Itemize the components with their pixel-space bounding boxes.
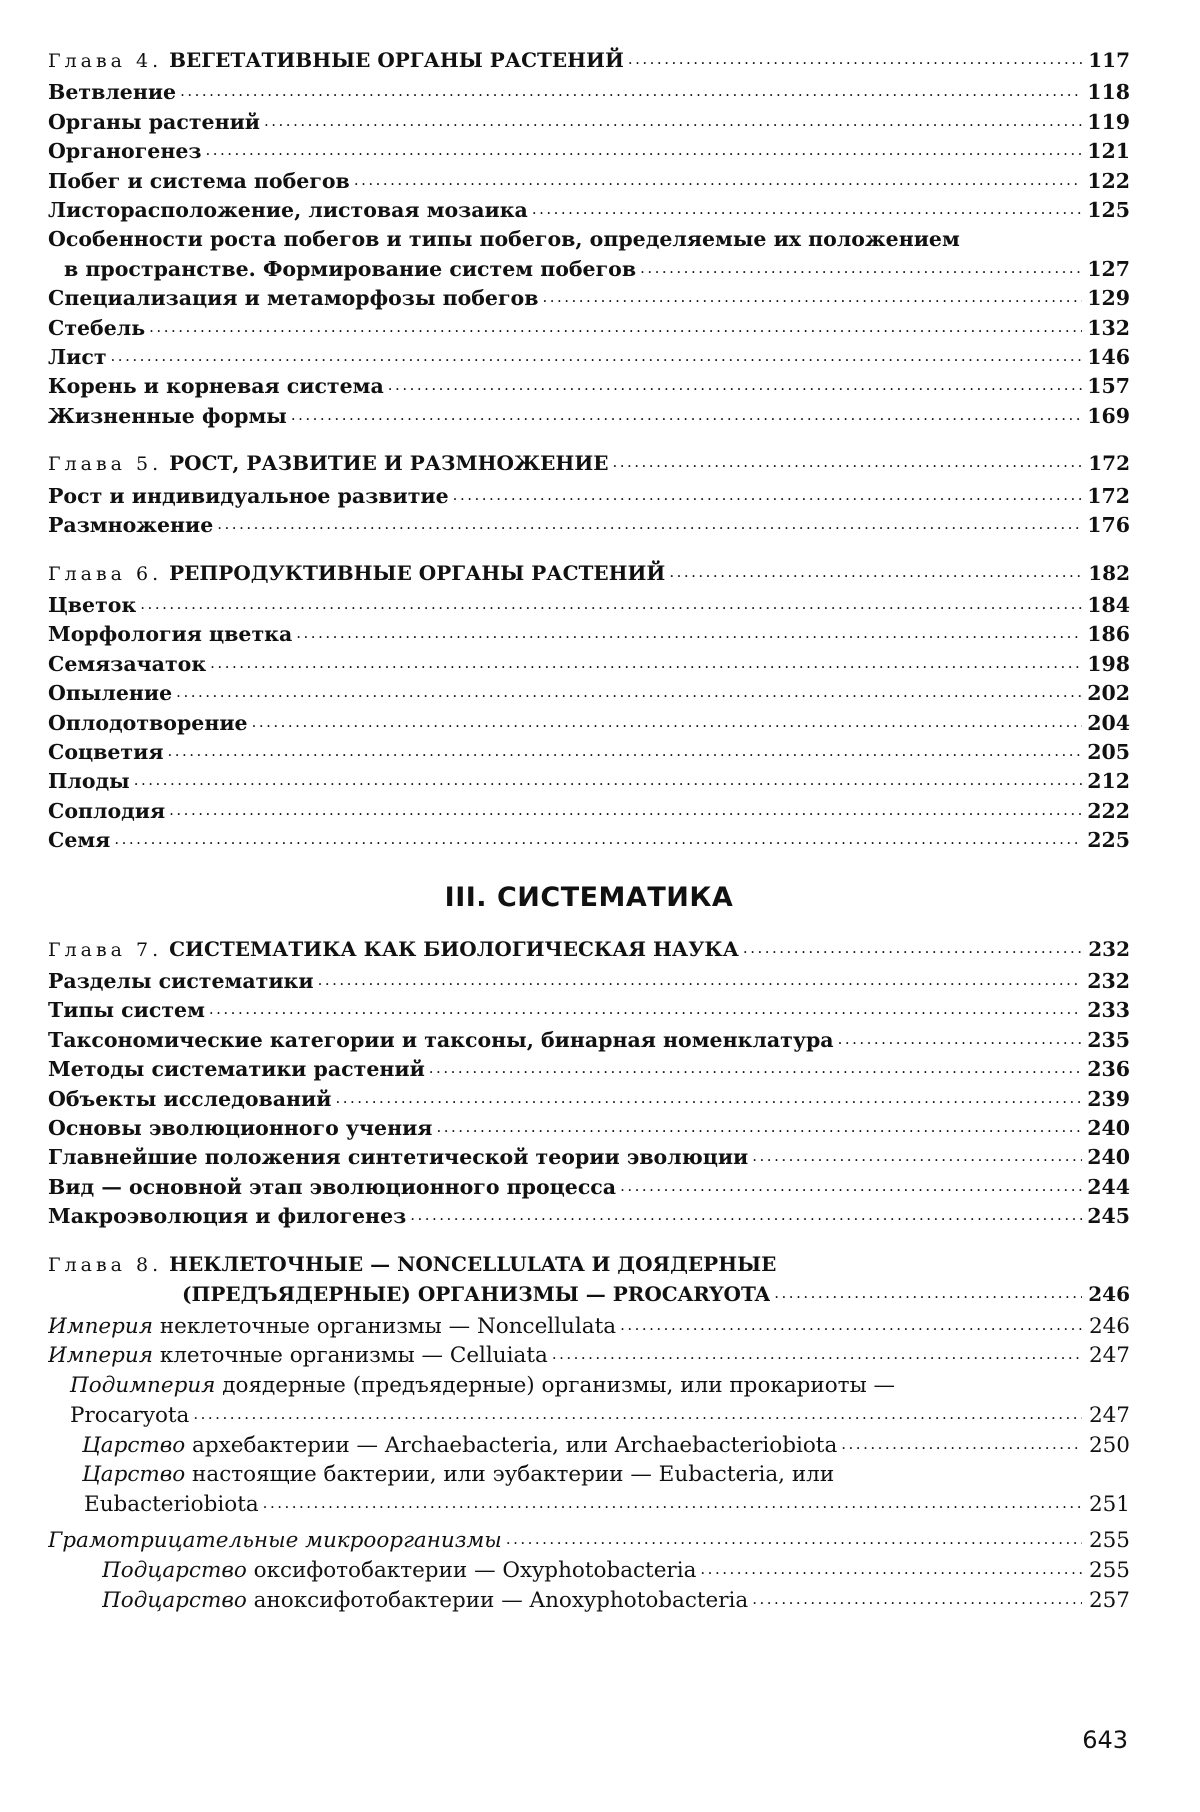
- entry-title: Рост и индивидуальное развитие: [48, 483, 449, 508]
- toc-entry: [48, 1311, 1130, 1341]
- entry-title: Побег и система побегов: [48, 168, 350, 193]
- entry-title: Цветок: [48, 592, 137, 617]
- page-ref: 239: [1087, 1086, 1130, 1111]
- page-ref: 122: [1087, 168, 1130, 193]
- entry-title: Семязачаток: [48, 651, 207, 676]
- taxon-rank: Подцарство: [102, 1557, 247, 1583]
- chapter-8-items: [48, 1311, 1130, 1615]
- entry-title: Специализация и метаморфозы побегов: [48, 286, 539, 311]
- dot-leader: [752, 1585, 1082, 1607]
- toc-entry: [48, 284, 1130, 313]
- chapter-4-heading: [48, 46, 1130, 76]
- dot-leader: [669, 560, 1082, 580]
- chapter-label: Глава 6.: [48, 562, 163, 585]
- toc-entry: [48, 709, 1130, 738]
- entry-title: Семя: [48, 828, 111, 853]
- page-ref: 169: [1087, 403, 1130, 428]
- dot-leader: [628, 47, 1082, 67]
- chapter-title: РЕПРОДУКТИВНЫЕ ОРГАНЫ РАСТЕНИЙ: [169, 560, 666, 585]
- entry-title: Органогенез: [48, 139, 202, 164]
- toc-entry: [48, 738, 1130, 767]
- entry-title: клеточные организмы — Celluiata: [153, 1343, 548, 1369]
- page-ref: 225: [1087, 828, 1130, 853]
- entry-title: Жизненные формы: [48, 403, 287, 428]
- entry-title: аноксифотобактерии — Anoxyphotobacteria: [246, 1587, 749, 1613]
- entry-title: Методы систематики растений: [48, 1057, 425, 1082]
- toc-entry: [48, 255, 1130, 284]
- taxon-rank: Подимперия: [70, 1372, 216, 1398]
- toc-entry: [48, 511, 1130, 540]
- entry-title: Листорасположение, листовая мозаика: [48, 198, 528, 223]
- dot-leader: [532, 197, 1082, 218]
- chapter-7-heading: [48, 935, 1130, 965]
- page-ref: 186: [1087, 622, 1130, 647]
- entry-title: Оплодотворение: [48, 710, 248, 735]
- chapter-title-line2: (ПРЕДЪЯДЕРНЫЕ) ОРГАНИЗМЫ — PROCARYOTA: [182, 1281, 771, 1306]
- toc-entry: [48, 314, 1130, 343]
- page-ref: 204: [1087, 710, 1130, 735]
- table-of-contents: [48, 46, 1130, 1615]
- page-ref: 205: [1087, 739, 1130, 764]
- chapter-6-heading: [48, 559, 1130, 589]
- page-number: 643: [1082, 1726, 1128, 1754]
- page-ref: 236: [1087, 1057, 1130, 1082]
- dot-leader: [552, 1341, 1082, 1363]
- page-ref: 232: [1087, 968, 1130, 993]
- page-ref: 246: [1088, 1313, 1130, 1339]
- page-ref: 240: [1087, 1145, 1130, 1170]
- toc-entry: [48, 679, 1130, 708]
- chapter-4-items: [48, 78, 1130, 431]
- toc-entry: [48, 1525, 1130, 1555]
- toc-entry: [48, 196, 1130, 225]
- taxon-rank: Царство: [82, 1432, 186, 1458]
- entry-title-line2: Procaryota: [70, 1402, 190, 1428]
- dot-leader: [193, 1400, 1082, 1422]
- page-ref: 119: [1087, 109, 1130, 134]
- page-ref: 233: [1087, 998, 1130, 1023]
- entry-title: Таксономические категории и таксоны, бинарная номенклатура: [48, 1027, 834, 1052]
- chapter-title-line1: НЕКЛЕТОЧНЫЕ — NONCELLULATA И ДОЯДЕРНЫЕ: [169, 1251, 777, 1276]
- toc-entry: [48, 137, 1130, 166]
- toc-entry: [48, 482, 1130, 511]
- entry-title: Ветвление: [48, 80, 177, 105]
- page-ref: 184: [1087, 592, 1130, 617]
- toc-entry: [48, 1143, 1130, 1172]
- dot-leader: [620, 1173, 1082, 1194]
- toc-entry: [48, 1114, 1130, 1143]
- page-ref: 121: [1087, 139, 1130, 164]
- dot-leader: [296, 621, 1082, 642]
- dot-leader: [700, 1555, 1082, 1577]
- spacer: [48, 541, 1130, 559]
- chapter-label: Глава 7.: [48, 938, 163, 961]
- page-ref: 251: [1088, 1491, 1130, 1517]
- entry-title: Вид — основной этап эволюционного процесса: [48, 1174, 617, 1199]
- dot-leader: [169, 797, 1082, 818]
- entry-title: Плоды: [48, 769, 130, 794]
- page-ref: 245: [1087, 1204, 1130, 1229]
- toc-entry: [48, 167, 1130, 196]
- dot-leader: [264, 108, 1082, 129]
- page-ref: 244: [1087, 1174, 1130, 1199]
- entry-title: оксифотобактерии — Oxyphotobacteria: [246, 1557, 697, 1583]
- page-ref: 257: [1088, 1587, 1130, 1613]
- page-ref: 255: [1088, 1527, 1130, 1553]
- chapter-title: СИСТЕМАТИКА КАК БИОЛОГИЧЕСКАЯ НАУКА: [169, 936, 739, 961]
- toc-entry: [48, 1055, 1130, 1084]
- chapter-label: Глава 8.: [48, 1253, 163, 1276]
- taxon-rank: Царство: [82, 1462, 186, 1488]
- entry-title: Основы эволюционного учения: [48, 1116, 433, 1140]
- entry-title: Лист: [48, 345, 107, 370]
- toc-entry: [48, 343, 1130, 372]
- dot-leader: [752, 1144, 1082, 1165]
- chapter-label: Глава 5.: [48, 453, 163, 476]
- page-ref: 247: [1088, 1402, 1130, 1428]
- dot-leader: [318, 967, 1082, 988]
- entry-title: настоящие бактерии, или эубактерии — Eubacteria, или: [185, 1462, 835, 1488]
- page-ref: 182: [1088, 560, 1130, 585]
- dot-leader: [436, 1115, 1082, 1136]
- page-ref: 125: [1087, 198, 1130, 223]
- entry-title: Главнейшие положения синтетической теории эволюции: [48, 1145, 749, 1170]
- entry-title: Соплодия: [48, 798, 166, 823]
- toc-entry: [48, 767, 1130, 796]
- toc-entry: [48, 996, 1130, 1025]
- chapter-6-items: [48, 591, 1130, 856]
- entry-title: в пространстве. Формирование систем побегов: [64, 256, 637, 281]
- dot-leader: [838, 1026, 1082, 1047]
- page-ref: 232: [1088, 936, 1130, 961]
- toc-entry: [48, 1085, 1130, 1114]
- part-heading: III. СИСТЕМАТИКА: [444, 881, 734, 913]
- toc-entry-line1: Особенности роста побегов и типы побегов, определяемые их положением: [48, 227, 960, 252]
- entry-title: Макроэволюция и филогенез: [48, 1204, 407, 1229]
- dot-leader: [111, 344, 1082, 365]
- page-ref: 250: [1088, 1432, 1130, 1458]
- dot-leader: [291, 402, 1082, 423]
- dot-leader: [205, 138, 1082, 159]
- dot-leader: [542, 285, 1082, 306]
- page-ref: 117: [1088, 48, 1130, 72]
- toc-entry: [48, 826, 1130, 855]
- entry-title-line2: Eubacteriobiota: [84, 1491, 259, 1517]
- page-ref: 235: [1087, 1027, 1130, 1052]
- dot-leader: [209, 997, 1082, 1018]
- dot-leader: [149, 314, 1082, 335]
- dot-leader: [410, 1203, 1082, 1224]
- toc-entry: [48, 591, 1130, 620]
- dot-leader: [114, 827, 1082, 848]
- page-ref: 202: [1087, 681, 1130, 706]
- toc-entry: [48, 1585, 1130, 1615]
- dot-leader: [176, 680, 1082, 701]
- dot-leader: [774, 1281, 1082, 1301]
- dot-leader: [134, 768, 1082, 789]
- toc-entry: [48, 108, 1130, 137]
- chapter-title: РОСТ, РАЗВИТИЕ И РАЗМНОЖЕНИЕ: [169, 451, 609, 476]
- page-ref: 198: [1087, 651, 1130, 676]
- page-ref: 118: [1087, 80, 1130, 105]
- toc-entry: [48, 78, 1130, 107]
- taxon-rank: Империя: [48, 1343, 153, 1369]
- toc-entry: [48, 1026, 1130, 1055]
- toc-entry: [48, 372, 1130, 401]
- toc-entry: [48, 1430, 1130, 1460]
- dot-leader: [335, 1085, 1082, 1106]
- entry-title: Объекты исследований: [48, 1086, 332, 1111]
- toc-entry-line1: [48, 1460, 1130, 1489]
- chapter-5-items: [48, 482, 1130, 541]
- spacer: [48, 431, 1130, 449]
- chapter-label: Глава 4.: [48, 50, 163, 72]
- chapter-7-items: [48, 967, 1130, 1232]
- chapter-5-heading: [48, 449, 1130, 479]
- page-ref: 157: [1087, 374, 1130, 399]
- chapter-8-heading-line1: [48, 1250, 1130, 1280]
- entry-title: Корень и корневая система: [48, 374, 384, 399]
- page-ref: 172: [1087, 483, 1130, 508]
- toc-entry: [48, 967, 1130, 996]
- page-ref: 132: [1087, 315, 1130, 340]
- toc-entry: [48, 1400, 1130, 1430]
- toc-entry: [48, 650, 1130, 679]
- entry-title: Размножение: [48, 513, 214, 538]
- entry-title: Грамотрицательные микроорганизмы: [48, 1527, 502, 1553]
- toc-entry: [48, 1555, 1130, 1585]
- page-ref: 176: [1087, 513, 1130, 538]
- dot-leader: [140, 591, 1082, 612]
- toc-entry-line1: [48, 1371, 1130, 1400]
- page-ref: 255: [1088, 1557, 1130, 1583]
- entry-title: доядерные (предъядерные) организмы, или прокариоты —: [215, 1372, 896, 1398]
- entry-title: Разделы систематики: [48, 968, 314, 993]
- toc-entry: [48, 797, 1130, 826]
- page-ref: 146: [1087, 345, 1130, 370]
- dot-leader: [612, 450, 1082, 470]
- page-ref: 129: [1087, 286, 1130, 311]
- dot-leader: [217, 512, 1082, 533]
- dot-leader: [841, 1430, 1082, 1452]
- entry-title: Органы растений: [48, 109, 260, 134]
- toc-entry: [48, 620, 1130, 649]
- chapter-8-heading-line2: [48, 1280, 1130, 1309]
- entry-title: неклеточные организмы — Noncellulata: [153, 1313, 617, 1339]
- dot-leader: [453, 482, 1082, 503]
- dot-leader: [167, 738, 1082, 759]
- dot-leader: [429, 1056, 1082, 1077]
- page-ref: 172: [1088, 451, 1130, 476]
- spacer: [48, 1232, 1130, 1250]
- dot-leader: [506, 1525, 1082, 1547]
- entry-title: Типы систем: [48, 998, 205, 1023]
- page-ref: 212: [1087, 769, 1130, 794]
- toc-entry: [48, 1341, 1130, 1371]
- toc-entry: [48, 1173, 1130, 1202]
- taxon-rank: Империя: [48, 1313, 153, 1339]
- dot-leader: [252, 709, 1082, 730]
- dot-leader: [743, 936, 1082, 956]
- page-ref: 247: [1088, 1343, 1130, 1369]
- entry-title: Морфология цветка: [48, 622, 293, 647]
- toc-entry: [48, 1489, 1130, 1519]
- chapter-title: ВЕГЕТАТИВНЫЕ ОРГАНЫ РАСТЕНИЙ: [169, 48, 624, 72]
- taxon-rank: Подцарство: [102, 1587, 247, 1613]
- page-ref: 240: [1087, 1116, 1130, 1140]
- toc-entry: [48, 1202, 1130, 1231]
- page-ref: 246: [1088, 1281, 1130, 1306]
- dot-leader: [388, 373, 1082, 394]
- entry-title: архебактерии — Archaebacteria, или Archaebacteriobiota: [185, 1432, 838, 1458]
- dot-leader: [263, 1489, 1082, 1511]
- dot-leader: [620, 1311, 1082, 1333]
- dot-leader: [210, 650, 1082, 671]
- toc-entry: [48, 402, 1130, 431]
- page-ref: 222: [1087, 798, 1130, 823]
- entry-title: Соцветия: [48, 739, 164, 764]
- page-ref: 127: [1087, 256, 1130, 281]
- dot-leader: [180, 79, 1082, 100]
- dot-leader: [640, 255, 1082, 276]
- dot-leader: [354, 167, 1082, 188]
- entry-title: Стебель: [48, 315, 146, 340]
- entry-title: Опыление: [48, 681, 173, 706]
